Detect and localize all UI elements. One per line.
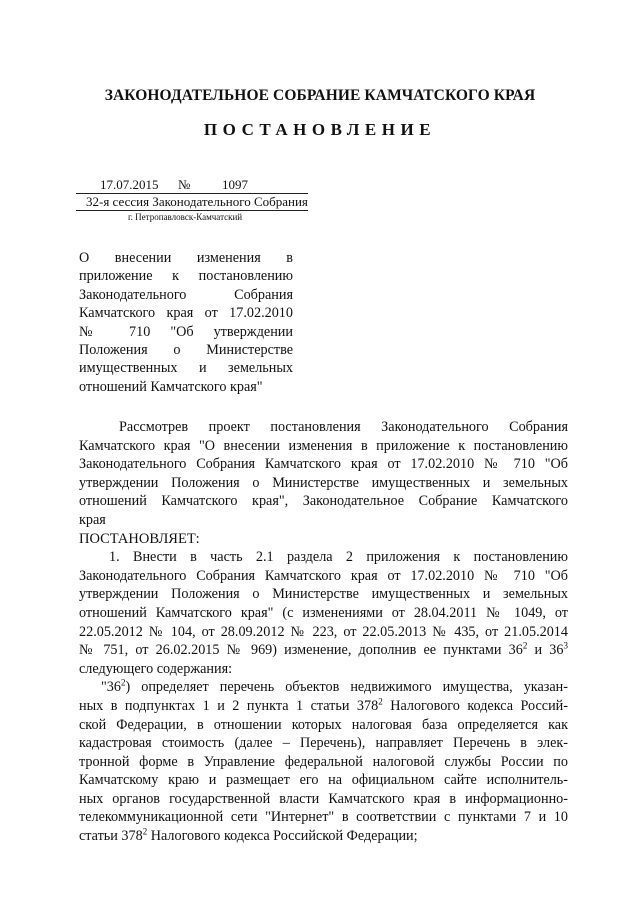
clause-text: Налогового кодекса Россий- [382,697,568,714]
clause-line [79,697,568,716]
clause-text: Налогового кодекса Российской Федерации; [147,828,418,845]
item1-line: 1. Внести в часть 2.1 раздела 2 приложения к постановлению [109,549,568,566]
clause-line: телекоммуникационной сети "Интернет" в соответствии с пунктами 7 и 10 [79,809,568,826]
preamble-line: отношений Камчатского края", Законодательное Собрание Камчатского [79,493,568,510]
subject-line: имущественных и земельных [79,360,293,377]
subject-line: Законодательного Собрания [79,286,293,303]
subject-line: отношений Камчатского края" [79,378,263,395]
session-name: 32-я сессия Законодательного Собрания [86,194,308,209]
preamble-line: Законодательного Собрания Камчатского края от 17.02.2010 № 710 "Об [79,456,568,473]
clause-line: ской Федерации, в отношении которых налоговая база определяется как [79,716,568,733]
clause-line: Камчатскому краю и размещает его на официальном сайте исполнитель- [79,772,568,789]
clause-line [79,827,568,846]
document-body [79,418,568,846]
number-sign: № [178,177,191,192]
superscript: 2 [120,678,126,688]
document-type-title: ПОСТАНОВЛЕНИЕ [203,120,437,139]
preamble-line: Камчатского края "О внесении изменения в приложение к постановлению [79,437,568,454]
item1-and-text: и 36 [527,642,564,659]
preamble-line: утверждении Положения о Министерстве имущественных и земельных [79,474,568,491]
clause-line: тронной форме в Управление федеральной налоговой службы России по [79,753,568,770]
clause-text: статьи 378 [79,828,143,845]
preamble-line: края [79,511,106,528]
subject-line: приложение к постановлению [79,268,293,285]
document-subject [79,249,293,396]
organization-title: ЗАКОНОДАТЕЛЬНОЕ СОБРАНИЕ КАМЧАТСКОГО КРАЯ [104,87,536,104]
clause-line: кадастровая стоимость (далее – Перечень), направляет Перечень в элек- [79,735,568,752]
superscript: 2 [378,696,383,707]
clause-text: ных в подпунктах 1 и 2 пункта 1 статьи 378 [79,697,379,714]
resolves-heading: ПОСТАНОВЛЯЕТ: [79,530,200,547]
item1-line: 22.05.2012 № 104, от 28.09.2012 № 223, от 22.05.2013 № 435, от 21.05.2014 [79,623,568,640]
item1-line: отношений Камчатского края" (с изменениями от 28.04.2011 № 1049, от [79,604,568,621]
superscript: 2 [522,641,528,651]
document-date: 17.07.2015 [100,177,159,192]
superscript: 2 [142,827,148,837]
subject-line: О внесении изменения в [79,250,293,266]
session-underline [76,210,308,211]
item1-line: следующего содержания: [79,660,233,677]
document-number: 1097 [222,177,248,192]
subject-line: Камчатского края от 17.02.2010 [79,305,293,322]
item1-line: утверждении Положения о Министерстве имущественных и земельных [79,586,568,603]
city-name: г. Петропавловск-Камчатский [128,212,243,222]
clause-line [79,678,568,697]
clause-text: "36 [101,679,121,696]
item1-line: Законодательного Собрания Камчатского края от 17.02.2010 № 710 "Об [79,567,568,584]
item1-line [79,641,568,660]
subject-line: № 710 "Об утверждении [79,323,293,340]
superscript: 3 [563,641,568,651]
clause-line: ных органов государственной власти Камчатского края в информационно- [79,790,568,807]
preamble-line: Рассмотрев проект постановления Законодательного Собрания [119,419,568,435]
subject-line: Положения о Министерстве [79,341,293,358]
clause-text: ) определяет перечень объектов недвижимого имущества, указан- [125,679,568,696]
item1-line-text: № 751, от 26.02.2015 № 969) изменение, дополнив ее пунктами 36 [79,642,523,659]
